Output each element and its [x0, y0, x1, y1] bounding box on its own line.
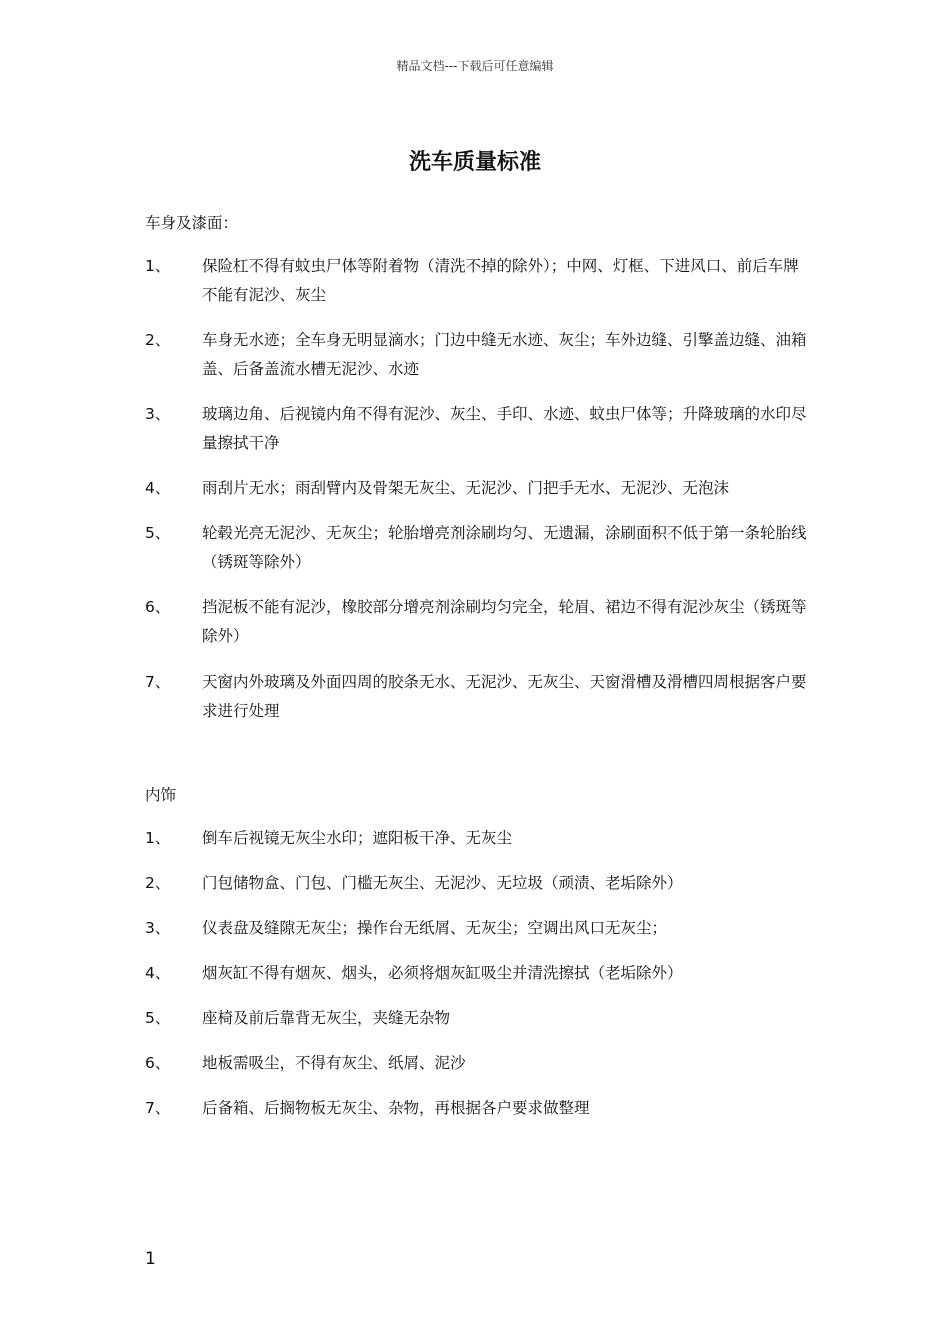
- list-item: [145, 400, 825, 458]
- item-number: 5、: [145, 524, 171, 542]
- page-number: 1: [145, 1249, 156, 1269]
- item-number: 7、: [145, 673, 171, 691]
- list-item: [145, 869, 825, 898]
- item-text: 后备箱、后搁物板无灰尘、杂物，再根据各户要求做整理: [202, 1099, 590, 1117]
- section-heading-body: 车身及漆面：: [145, 214, 239, 232]
- list-item: [145, 1049, 825, 1078]
- list-item: [145, 252, 825, 310]
- item-text: 座椅及前后靠背无灰尘，夹缝无杂物: [202, 1009, 451, 1027]
- item-number: 4、: [145, 479, 171, 497]
- item-number: 5、: [145, 1009, 171, 1027]
- document-title: 洗车质量标准: [408, 150, 541, 175]
- item-number: 6、: [145, 598, 171, 616]
- item-number: 1、: [145, 257, 171, 275]
- section-heading-interior: 内饰: [145, 786, 177, 804]
- list-item: [145, 519, 825, 577]
- list-item: [145, 326, 825, 384]
- list-item: [145, 959, 825, 988]
- item-number: 2、: [145, 874, 171, 892]
- item-number: 2、: [145, 331, 171, 349]
- item-number: 4、: [145, 964, 171, 982]
- item-text: 地板需吸尘，不得有灰尘、纸屑、泥沙: [202, 1054, 466, 1072]
- list-item: [145, 824, 825, 853]
- item-text: 雨刮片无水；雨刮臂内及骨架无灰尘、无泥沙、门把手无水、无泥沙、无泡沫: [202, 479, 730, 497]
- item-text: 轮毂光亮无泥沙、无灰尘；轮胎增亮剂涂刷均匀、无遗漏，涂刷面积不低于第一条轮胎线（锈斑等除外）: [202, 524, 807, 571]
- item-text: 玻璃边角、后视镜内角不得有泥沙、灰尘、手印、水迹、蚊虫尸体等；升降玻璃的水印尽量擦拭干净: [202, 405, 807, 452]
- item-number: 1、: [145, 829, 171, 847]
- page-header: 精品文档---下载后可任意编辑: [396, 59, 554, 73]
- list-item: [145, 1094, 825, 1123]
- item-text: 保险杠不得有蚊虫尸体等附着物（清洗不掉的除外）；中网、灯框、下进风口、前后车牌不能有泥沙、灰尘: [202, 257, 799, 304]
- item-number: 6、: [145, 1054, 171, 1072]
- item-text: 烟灰缸不得有烟灰、烟头，必须将烟灰缸吸尘并清洗擦拭（老垢除外）: [202, 964, 683, 982]
- list-item: [145, 668, 825, 726]
- list-item: [145, 593, 825, 651]
- item-number: 3、: [145, 919, 171, 937]
- item-number: 7、: [145, 1099, 171, 1117]
- item-text: 车身无水迹；全车身无明显滴水；门边中缝无水迹、灰尘；车外边缝、引擎盖边缝、油箱盖、后备盖流水槽无泥沙、水迹: [202, 331, 807, 378]
- list-item: [145, 1004, 825, 1033]
- item-text: 仪表盘及缝隙无灰尘；操作台无纸屑、无灰尘；空调出风口无灰尘；: [202, 919, 668, 937]
- item-text: 倒车后视镜无灰尘水印；遮阳板干净、无灰尘: [202, 829, 513, 847]
- item-text: 天窗内外玻璃及外面四周的胶条无水、无泥沙、无灰尘、天窗滑槽及滑槽四周根据客户要求进行处理: [202, 673, 807, 720]
- list-item: [145, 914, 825, 943]
- item-text: 挡泥板不能有泥沙，橡胶部分增亮剂涂刷均匀完全，轮眉、裙边不得有泥沙灰尘（锈斑等除外）: [202, 598, 807, 645]
- item-number: 3、: [145, 405, 171, 423]
- item-text: 门包储物盒、门包、门槛无灰尘、无泥沙、无垃圾（顽渍、老垢除外）: [202, 874, 683, 892]
- list-item: [145, 474, 825, 503]
